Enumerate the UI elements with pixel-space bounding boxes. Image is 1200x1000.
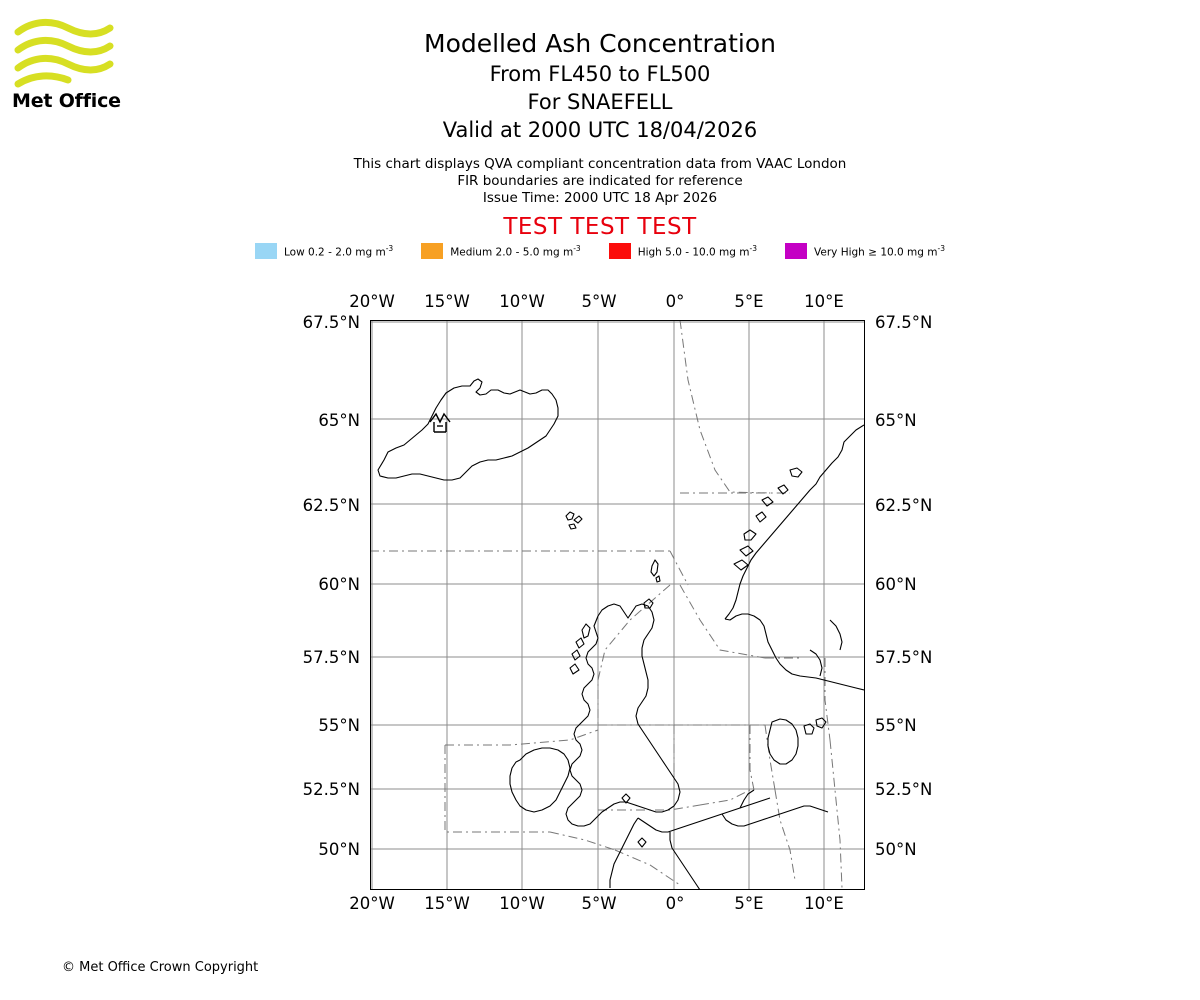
note-qva: This chart displays QVA compliant concentration data from VAAC London: [353, 156, 847, 172]
legend-medium-exp: -3: [573, 243, 581, 253]
x-tick-bottom-0: 0°: [665, 894, 685, 913]
copyright-text: © Met Office Crown Copyright: [62, 960, 259, 975]
x-tick-top-10E: 10°E: [804, 292, 844, 311]
y-tick-right-52_5N: 52.5°N: [875, 780, 933, 799]
legend-item-very-high: [785, 243, 945, 259]
x-tick-top-15W: 15°W: [424, 292, 470, 311]
legend-label-low: [284, 244, 393, 259]
note-fir: FIR boundaries are indicated for reference: [457, 173, 743, 189]
x-tick-bottom-15W: 15°W: [424, 894, 470, 913]
y-tick-right-60N: 60°N: [875, 575, 917, 594]
note-issue-time: Issue Time: 2000 UTC 18 Apr 2026: [482, 190, 718, 206]
y-tick-right-62_5N: 62.5°N: [875, 496, 933, 515]
chart-notes: [0, 156, 1200, 207]
ash-concentration-map[interactable]: [370, 320, 865, 890]
y-tick-left-55N: 55°N: [318, 716, 360, 735]
legend-very-high-prefix: Very High: [814, 246, 865, 259]
brand-name: Met Office: [12, 90, 121, 112]
page-title: Modelled Ash Concentration: [424, 29, 776, 58]
legend-high-range: 5.0 - 10.0 mg m: [665, 246, 750, 259]
y-tick-right-65N: 65°N: [875, 411, 917, 430]
legend-very-high-range: ≥ 10.0 mg m: [868, 246, 938, 259]
test-banner: TEST TEST TEST: [503, 214, 697, 240]
title-volcano: For SNAEFELL: [527, 90, 673, 114]
chart-title-block: [0, 28, 1200, 144]
x-tick-top-5W: 5°W: [581, 292, 617, 311]
legend-label-medium: [450, 244, 581, 259]
legend-item-low: [255, 243, 393, 259]
y-tick-left-52_5N: 52.5°N: [302, 780, 360, 799]
x-tick-bottom-5E: 5°E: [734, 894, 764, 913]
legend-swatch-medium: [421, 243, 443, 259]
fir-boundaries: [370, 320, 842, 888]
legend-low-exp: -3: [385, 243, 394, 253]
y-tick-right-57_5N: 57.5°N: [875, 648, 933, 667]
legend-swatch-very-high: [785, 243, 807, 259]
legend-swatch-low: [255, 243, 277, 259]
y-tick-left-60N: 60°N: [318, 575, 360, 594]
legend-low-range: 0.2 - 2.0 mg m: [308, 246, 386, 259]
legend-label-very-high: [814, 244, 945, 259]
coastlines: [378, 379, 864, 890]
legend-item-medium: [421, 243, 581, 259]
y-tick-right-67_5N: 67.5°N: [875, 313, 933, 332]
x-tick-bottom-20W: 20°W: [349, 894, 395, 913]
y-tick-left-65N: 65°N: [318, 411, 360, 430]
legend-label-high: [638, 244, 757, 259]
y-tick-left-62_5N: 62.5°N: [302, 496, 360, 515]
x-tick-top-20W: 20°W: [349, 292, 395, 311]
y-tick-left-67_5N: 67.5°N: [302, 313, 360, 332]
x-tick-bottom-10E: 10°E: [804, 894, 844, 913]
legend-high-prefix: High: [637, 246, 662, 259]
legend-swatch-high: [609, 243, 631, 259]
legend-high-exp: -3: [749, 243, 757, 253]
x-tick-top-0: 0°: [665, 292, 685, 311]
title-valid-time: Valid at 2000 UTC 18/04/2026: [442, 118, 758, 142]
legend-low-prefix: Low: [284, 246, 305, 259]
x-tick-top-5E: 5°E: [734, 292, 764, 311]
y-tick-left-50N: 50°N: [318, 840, 360, 859]
y-tick-right-50N: 50°N: [875, 840, 917, 859]
x-tick-bottom-10W: 10°W: [499, 894, 545, 913]
concentration-legend: [0, 243, 1200, 259]
legend-very-high-exp: -3: [937, 243, 945, 253]
y-tick-left-57_5N: 57.5°N: [302, 648, 360, 667]
title-flight-levels: From FL450 to FL500: [489, 62, 711, 86]
y-tick-right-55N: 55°N: [875, 716, 917, 735]
x-tick-top-10W: 10°W: [499, 292, 545, 311]
legend-medium-range: 2.0 - 5.0 mg m: [495, 246, 574, 259]
legend-medium-prefix: Medium: [450, 246, 493, 259]
x-tick-bottom-5W: 5°W: [581, 894, 617, 913]
map-canvas: [370, 320, 865, 890]
legend-item-high: [609, 243, 757, 259]
